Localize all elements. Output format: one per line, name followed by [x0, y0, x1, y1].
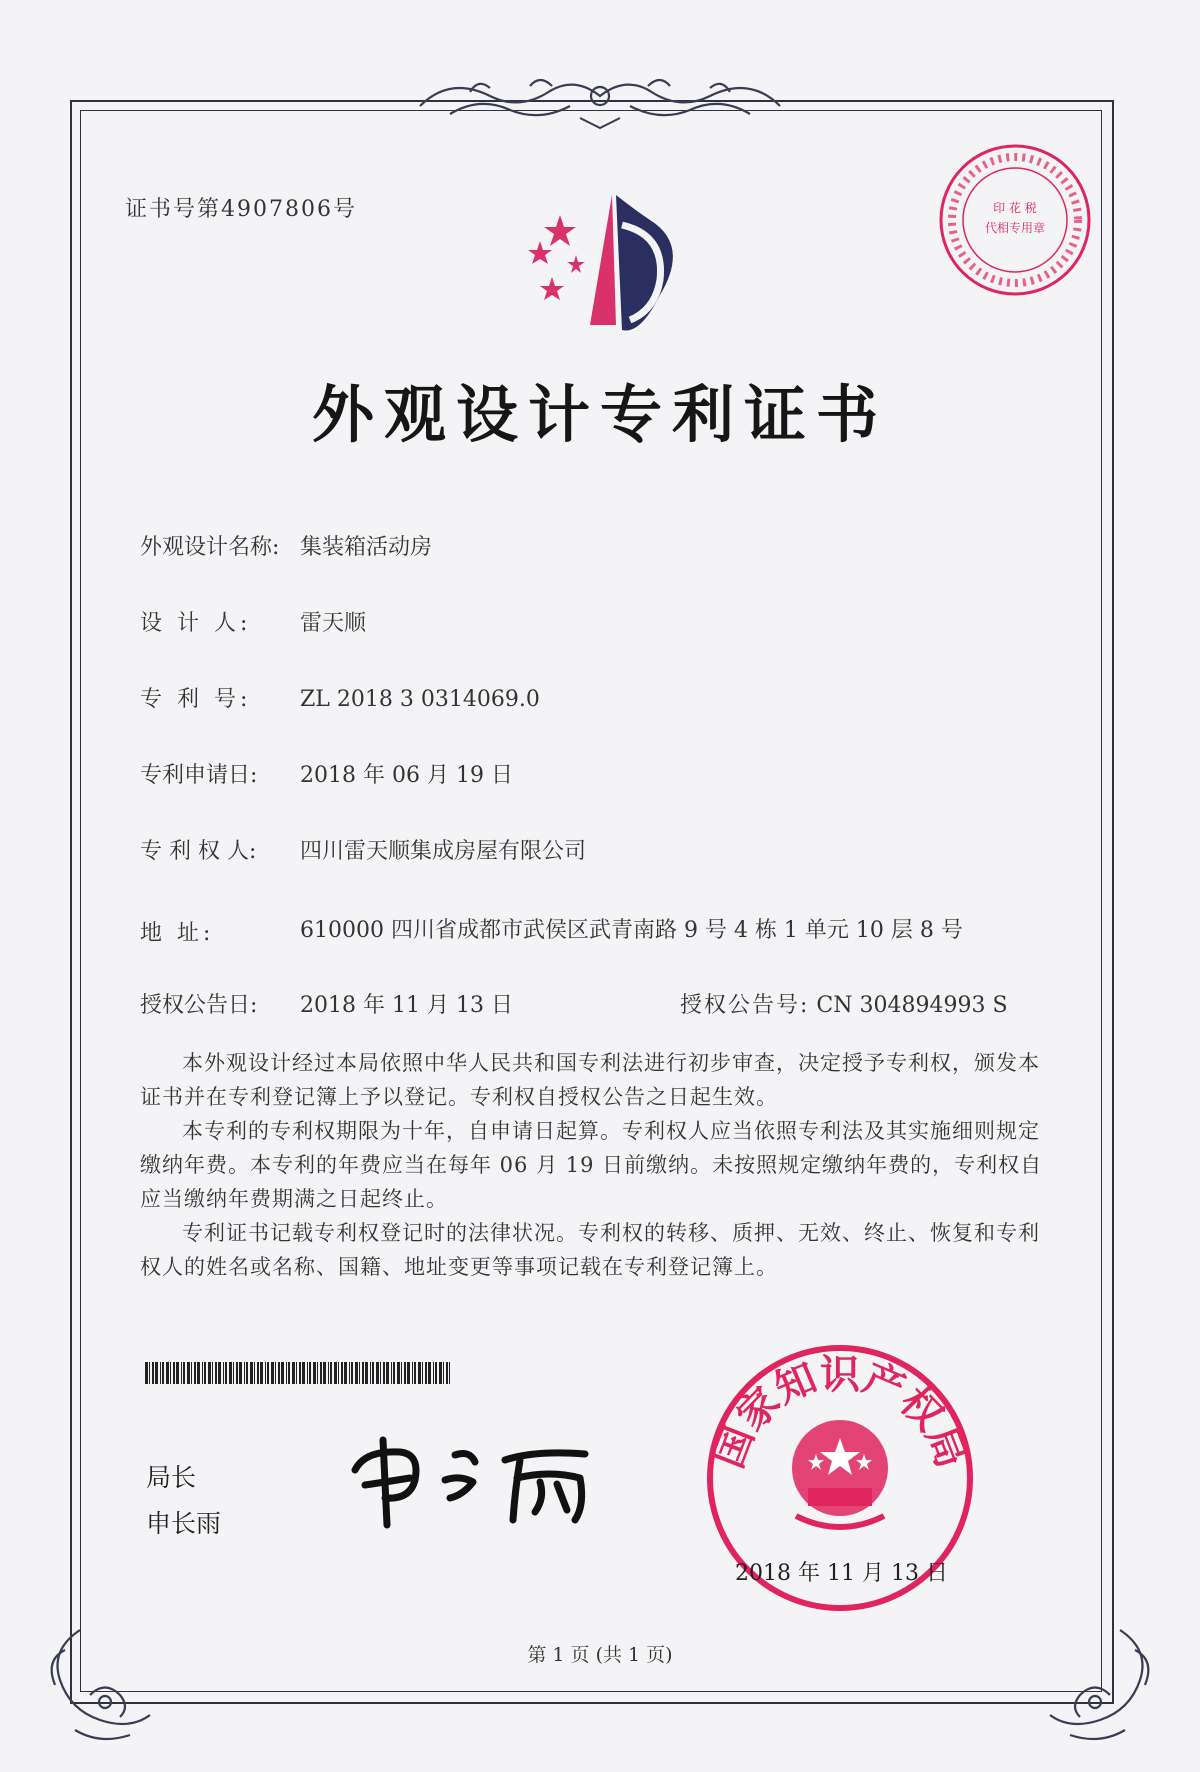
field-label: 外观设计名称: — [140, 535, 280, 560]
field-value: ZL 2018 3 0314069.0 — [300, 687, 540, 712]
seal-arc-text: 国家知识产权局 — [705, 1351, 975, 1475]
field-label: 专 利 号: — [140, 687, 252, 712]
body-paragraph-1: 本外观设计经过本局依照中华人民共和国专利法进行初步审查，决定授予专利权，颁发本证书并在专利登记簿上予以登记。专利权自授权公告之日起生效。 — [140, 1051, 1040, 1109]
field-label: 授权公告日: — [140, 993, 258, 1018]
top-ornament — [410, 66, 790, 136]
handwritten-signature — [345, 1420, 605, 1540]
certificate-number: 证书号第4907806号 — [125, 197, 357, 222]
svg-text:印 花 税: 印 花 税 — [993, 201, 1037, 215]
agency-seal-stamp — [935, 140, 1095, 300]
field-value: 四川雷天顺集成房屋有限公司 — [300, 839, 587, 864]
body-paragraph-2: 本专利的专利权期限为十年，自申请日起算。专利权人应当依照专利法及其实施细则规定缴纳年费。本专利的年费应当在每年 06 月 19 日前缴纳。未按照规定缴纳年费的，专利权自应当缴纳年费期满之日起终止。 — [140, 1119, 1043, 1211]
field-address — [140, 916, 300, 947]
seal-date: 2018 年 11 月 13 日 — [735, 1561, 948, 1586]
field-value: CN 304894993 S — [816, 993, 1008, 1018]
field-design-name — [140, 530, 432, 561]
certificate-title: 外观设计专利证书 — [311, 378, 888, 451]
field-label: 专 利 权 人: — [140, 839, 257, 864]
barcode-icon — [145, 1362, 450, 1384]
field-announcement-date — [140, 988, 513, 1019]
field-label: 授权公告号: — [680, 993, 810, 1018]
field-value: 2018 年 11 月 13 日 — [300, 993, 513, 1018]
field-announcement-number — [680, 988, 1008, 1019]
field-label: 设 计 人: — [140, 611, 252, 636]
field-filing-date — [140, 758, 513, 789]
cnipa-logo-icon — [500, 185, 700, 345]
svg-text:代相专用章: 代相专用章 — [984, 221, 1046, 235]
field-patentee — [140, 834, 586, 865]
body-paragraph-3: 专利证书记载专利权登记时的法律状况。专利权的转移、质押、无效、终止、恢复和专利权人的姓名或名称、国籍、地址变更等事项记载在专利登记簿上。 — [140, 1221, 1040, 1279]
field-value: 集装箱活动房 — [300, 535, 433, 560]
certificate-body — [140, 1046, 1060, 1284]
field-value: 2018 年 06 月 19 日 — [300, 763, 513, 788]
director-name: 申长雨 — [146, 1509, 222, 1538]
field-label: 地 址: — [140, 921, 215, 946]
director-title: 局长 — [146, 1463, 197, 1492]
address-value: 610000 四川省成都市武侯区武青南路 9 号 4 栋 1 单元 10 层 8 号 — [300, 918, 963, 943]
page-number: 第 1 页 (共 1 页) — [527, 1644, 673, 1666]
field-label: 专利申请日: — [140, 763, 258, 788]
field-patent-number — [140, 682, 540, 713]
field-value: 雷天顺 — [300, 611, 367, 636]
field-designer — [140, 606, 366, 637]
